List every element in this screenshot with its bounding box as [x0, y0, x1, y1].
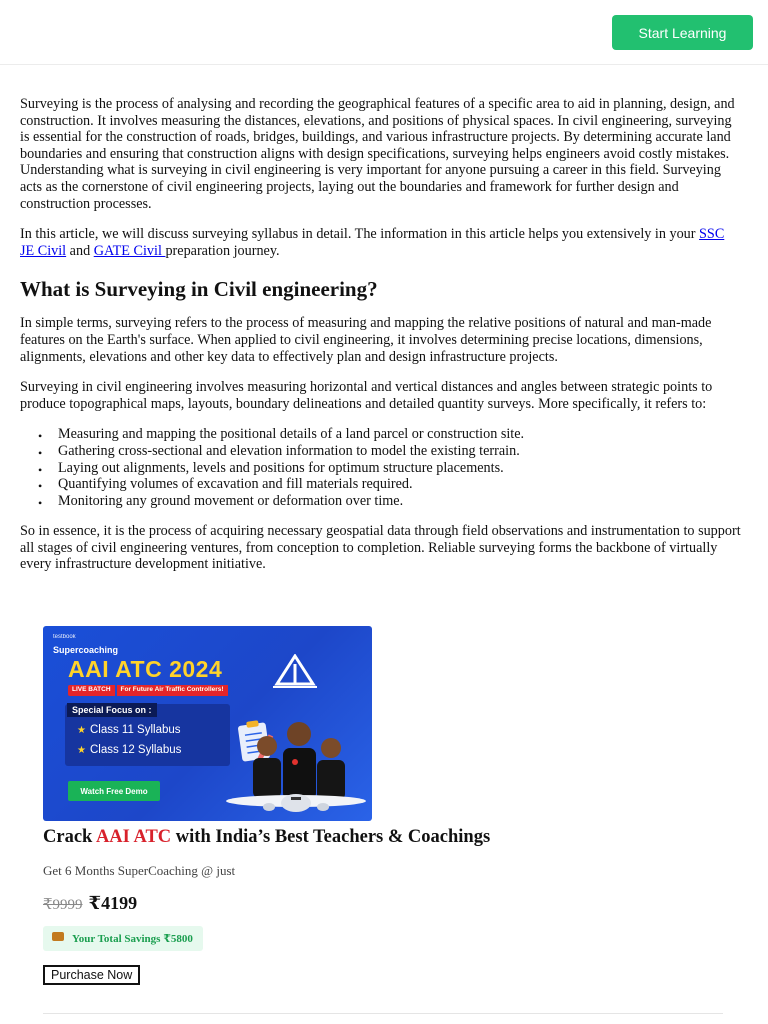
course-promo-card — [43, 626, 733, 985]
promo-title: Crack AAI ATC with India’s Best Teachers & Coachings — [43, 827, 491, 847]
list-item: • Quantifying volumes of excavation and fill materials required. — [38, 476, 413, 494]
banner-title: AAI ATC 2024 — [68, 656, 223, 682]
definition-paragraph: In simple terms, surveying refers to the process of measuring and mapping the relative positions of natural and man-made features on the Earth's surface. When applied to civil engineering, it involves determining precise locations, dimensions, alignments, elevations and other key data to effectively plan and design infrastructure projects. — [20, 315, 712, 365]
summary-paragraph: So in essence, it is the process of acquiring necessary geospatial data through field observations and instrumentation to support all stages of civil engineering ventures, from conception to completion. Reliable surveying forms the backbone of virtually every infrastructure development initiative. — [20, 523, 741, 573]
supercoaching-logo: testbook Supercoaching — [53, 634, 119, 655]
wallet-icon — [52, 932, 64, 941]
course-banner-image[interactable] — [43, 626, 372, 821]
discounted-price: ₹4199 — [88, 893, 138, 913]
watch-free-demo-button[interactable]: Watch Free Demo — [68, 781, 160, 801]
top-bar — [0, 0, 768, 65]
list-item: • Monitoring any ground movement or deformation over time. — [38, 492, 404, 510]
list-item: • Laying out alignments, levels and positions for optimum structure placements. — [38, 459, 504, 477]
list-item: • Gathering cross-sectional and elevation information to model the existing terrain. — [38, 442, 520, 460]
article-scope-paragraph: In this article, we will discuss surveying syllabus in detail. The information in this article helps you extensively in your SSC JE Civil and GATE Civil preparation journey. — [20, 226, 725, 259]
section-heading: What is Surveying in Civil engineering? — [20, 277, 378, 302]
promo-subtitle: Get 6 Months SuperCoaching @ just — [43, 863, 236, 878]
purchase-now-button[interactable]: Purchase Now — [43, 965, 140, 985]
live-batch-badge: LIVE BATCH For Future Air Traffic Controllers! — [68, 685, 228, 696]
original-price: ₹9999 — [43, 897, 83, 913]
list-item: • Measuring and mapping the positional details of a land parcel or construction site. — [38, 426, 525, 444]
aai-logo-icon — [273, 654, 317, 690]
divider — [43, 1013, 723, 1014]
airplane-image — [221, 781, 371, 821]
survey-tasks-list — [20, 426, 742, 509]
savings-badge: Your Total Savings ₹5800 — [43, 926, 203, 951]
price-row — [43, 893, 733, 914]
ssc-je-civil-link[interactable]: SSC JE Civil — [20, 226, 725, 259]
article-content — [20, 96, 742, 587]
intro-paragraph: Surveying is the process of analysing and recording the geographical features of a specific area to aid in planning, design, and construction. It involves measuring the distances, elevations, and positions of physical spaces. In civil engineering, surveying is essential for the construction of roads, bridges, buildings, and various infrastructure projects. By determining accurate land boundaries and ensuring that construction aligns with design specifications, surveying helps engineers avoid costly mistakes. Understanding what is surveying in civil engineering is very important for anyone pursuing a career in this field. Surveying acts as the cornerstone of civil engineering projects, laying out the boundaries and framework for further design and construction processes. — [20, 96, 735, 212]
start-learning-button[interactable]: Start Learning — [612, 15, 753, 50]
gate-civil-link[interactable]: GATE Civil — [93, 242, 166, 259]
special-focus-box: Special Focus on : ★ Class 11 Syllabus ★ Class 12 Syllabus — [65, 704, 230, 766]
details-paragraph: Surveying in civil engineering involves measuring horizontal and vertical distances and angles between strategic points to produce topographical maps, layouts, boundary delineations and detailed quantity surveys. More specifically, it refers to: — [20, 379, 713, 412]
